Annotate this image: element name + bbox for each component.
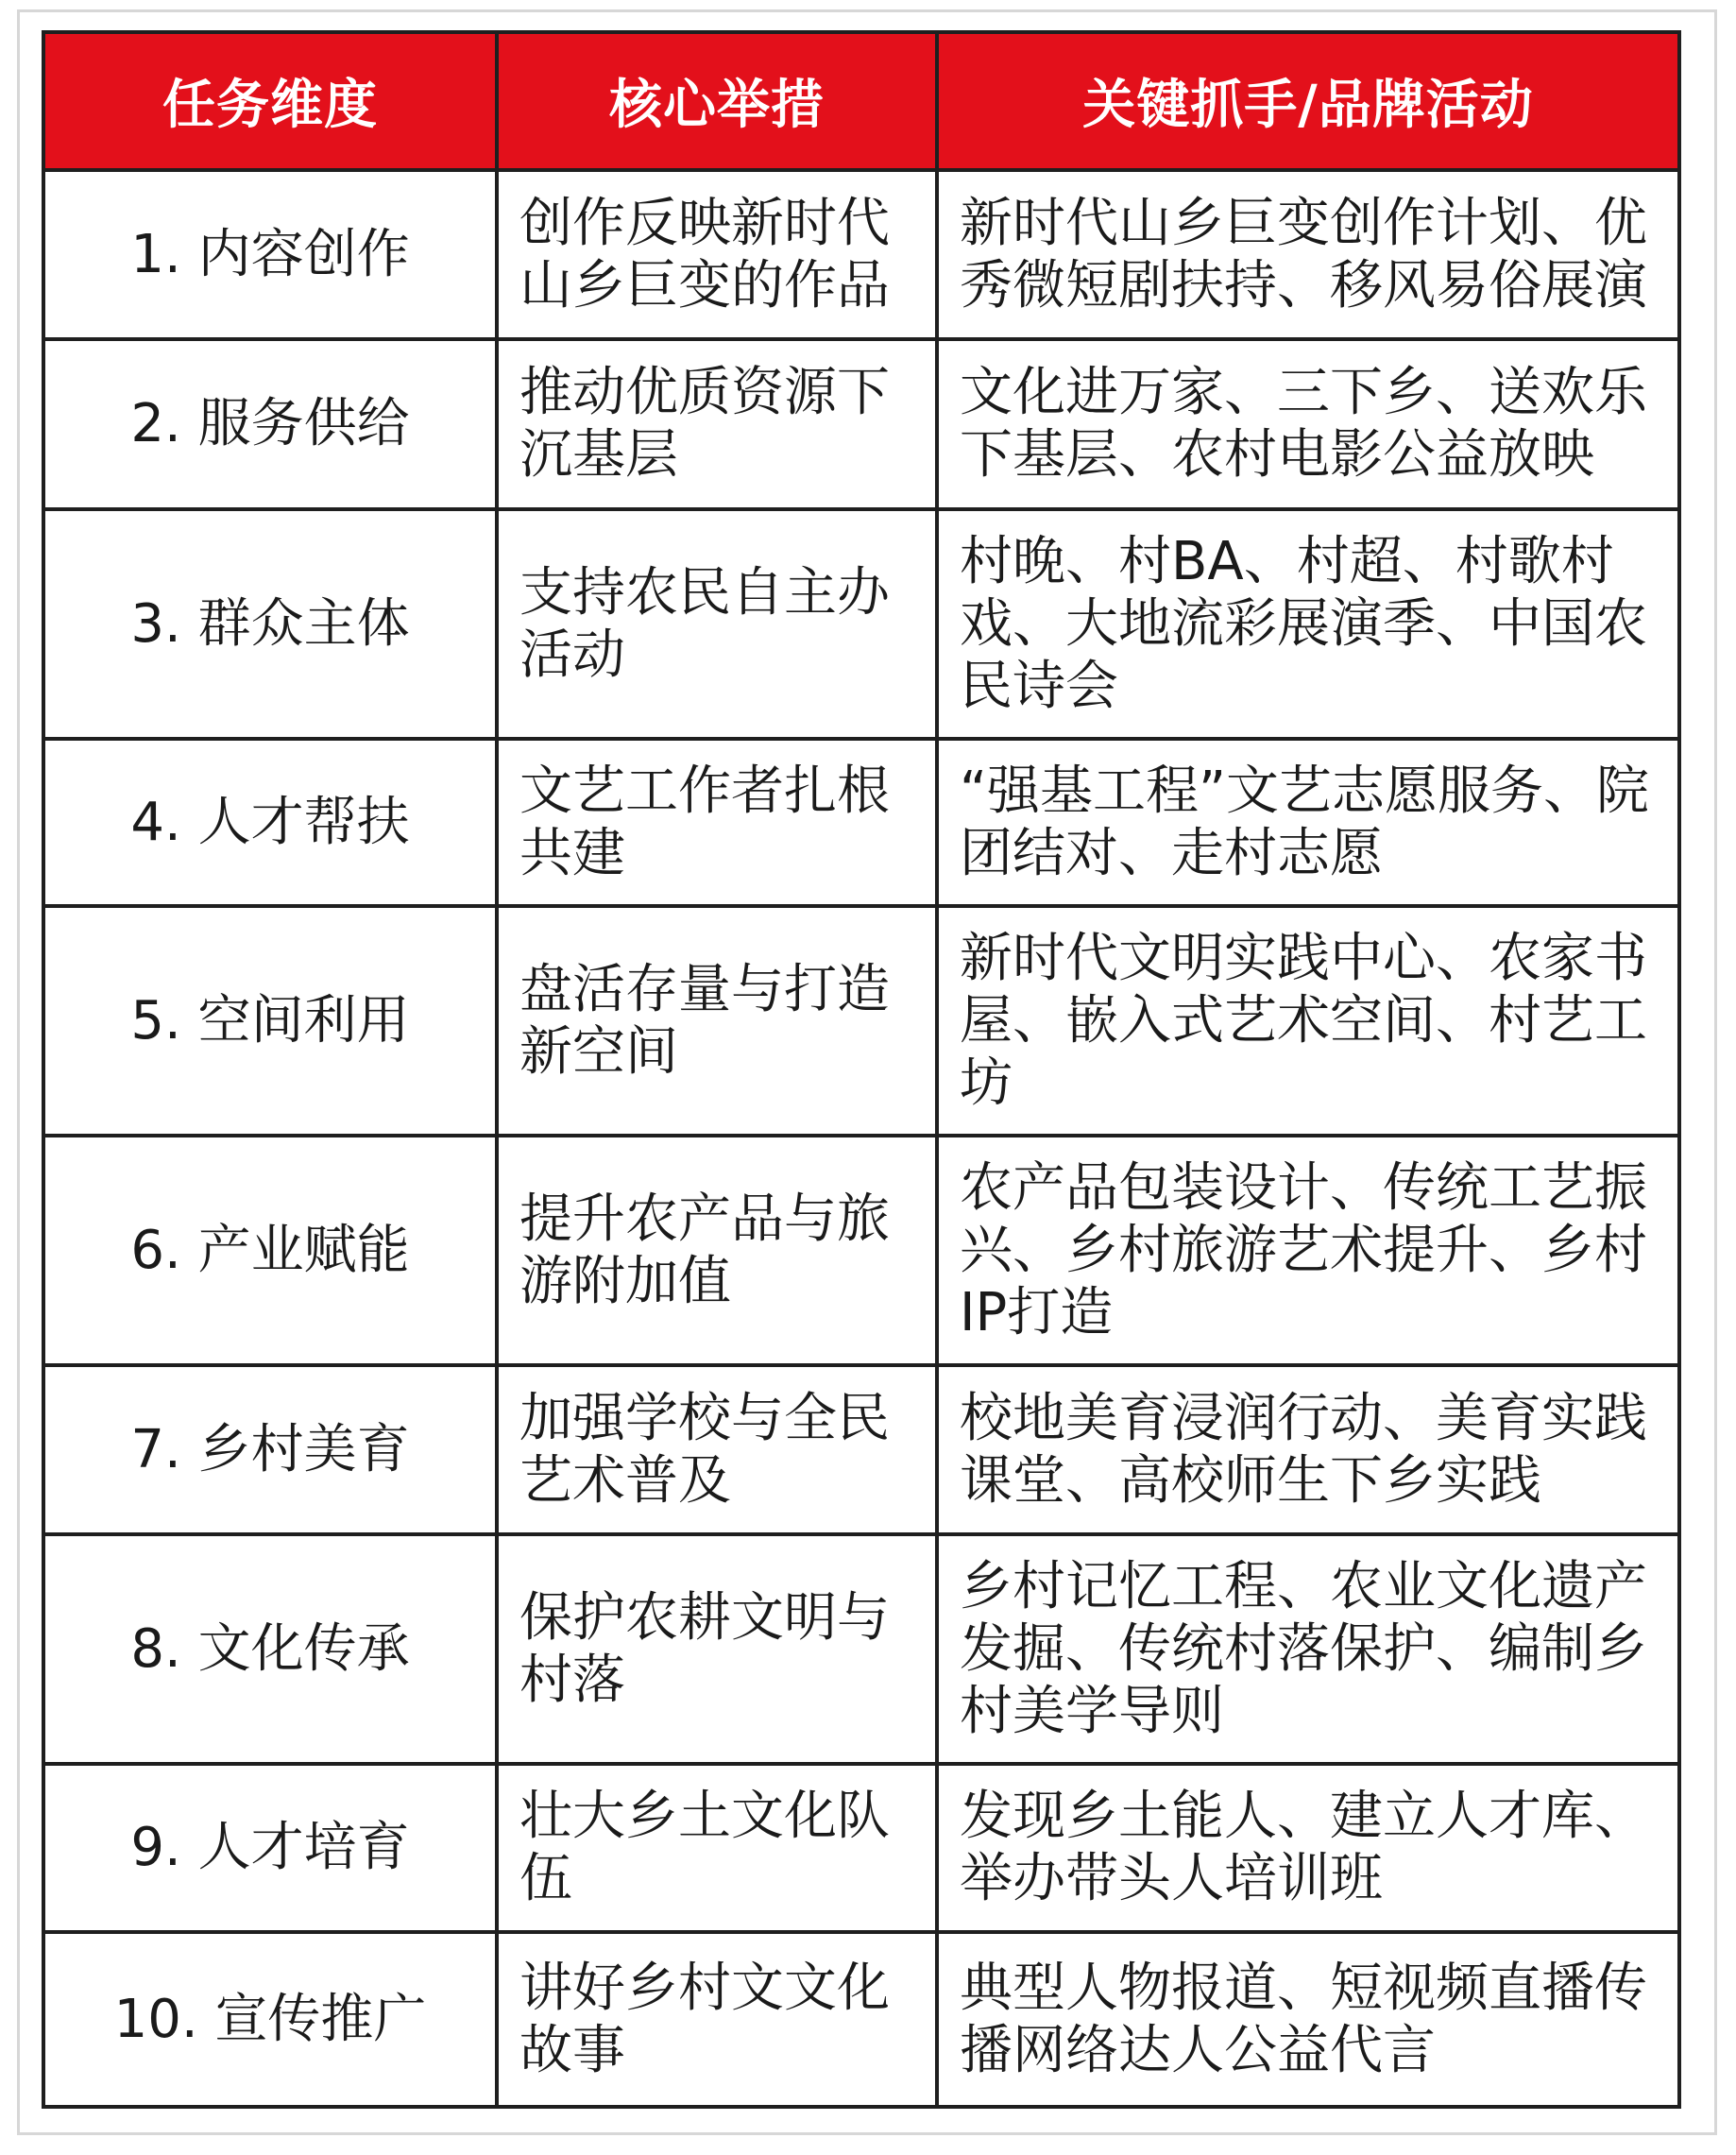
dimension-cell: 8. 文化传承: [43, 1534, 497, 1764]
table-row: [43, 1764, 1679, 1932]
table-row: [43, 339, 1679, 509]
dimension-cell: 3. 群众主体: [43, 509, 497, 739]
measure-cell: 支持农民自主办活动: [497, 509, 937, 739]
dimension-cell: 10. 宣传推广: [43, 1932, 497, 2107]
activities-cell: 乡村记忆工程、农业文化遗产发掘、传统村落保护、编制乡村美学导则: [937, 1534, 1679, 1764]
activities-cell: 农产品包装设计、传统工艺振兴、乡村旅游艺术提升、乡村IP打造: [937, 1136, 1679, 1365]
activities-cell: “强基工程”文艺志愿服务、院团结对、走村志愿: [937, 739, 1679, 906]
table-header: [43, 32, 1679, 170]
dimension-cell: 6. 产业赋能: [43, 1136, 497, 1365]
activities-cell: 新时代山乡巨变创作计划、优秀微短剧扶持、移风易俗展演: [937, 170, 1679, 339]
dimension-cell: 9. 人才培育: [43, 1764, 497, 1932]
header-dimension: 任务维度: [43, 32, 497, 170]
dimension-cell: 4. 人才帮扶: [43, 739, 497, 906]
measure-cell: 加强学校与全民艺术普及: [497, 1365, 937, 1534]
activities-cell: 文化进万家、三下乡、送欢乐下基层、农村电影公益放映: [937, 339, 1679, 509]
header-row: [43, 32, 1679, 170]
table-row: [43, 170, 1679, 339]
activities-cell: 村晚、村BA、村超、村歌村戏、大地流彩展演季、中国农民诗会: [937, 509, 1679, 739]
table-row: [43, 1365, 1679, 1534]
measure-cell: 提升农产品与旅游附加值: [497, 1136, 937, 1365]
dimension-cell: 2. 服务供给: [43, 339, 497, 509]
table-body: [43, 170, 1679, 2107]
dimension-cell: 1. 内容创作: [43, 170, 497, 339]
dimension-cell: 7. 乡村美育: [43, 1365, 497, 1534]
table-row: [43, 509, 1679, 739]
task-table: [42, 30, 1681, 2109]
header-activities: 关键抓手/品牌活动: [937, 32, 1679, 170]
table-row: [43, 1136, 1679, 1365]
activities-cell: 典型人物报道、短视频直播传播网络达人公益代言: [937, 1932, 1679, 2107]
measure-cell: 保护农耕文明与村落: [497, 1534, 937, 1764]
table-row: [43, 739, 1679, 906]
measure-cell: 文艺工作者扎根共建: [497, 739, 937, 906]
measure-cell: 创作反映新时代山乡巨变的作品: [497, 170, 937, 339]
measure-cell: 讲好乡村文文化故事: [497, 1932, 937, 2107]
table-row: [43, 906, 1679, 1136]
table-row: [43, 1932, 1679, 2107]
measure-cell: 壮大乡土文化队伍: [497, 1764, 937, 1932]
activities-cell: 新时代文明实践中心、农家书屋、嵌入式艺术空间、村艺工坊: [937, 906, 1679, 1136]
measure-cell: 盘活存量与打造新空间: [497, 906, 937, 1136]
dimension-cell: 5. 空间利用: [43, 906, 497, 1136]
measure-cell: 推动优质资源下沉基层: [497, 339, 937, 509]
table-row: [43, 1534, 1679, 1764]
header-measure: 核心举措: [497, 32, 937, 170]
activities-cell: 发现乡土能人、建立人才库、举办带头人培训班: [937, 1764, 1679, 1932]
activities-cell: 校地美育浸润行动、美育实践课堂、高校师生下乡实践: [937, 1365, 1679, 1534]
